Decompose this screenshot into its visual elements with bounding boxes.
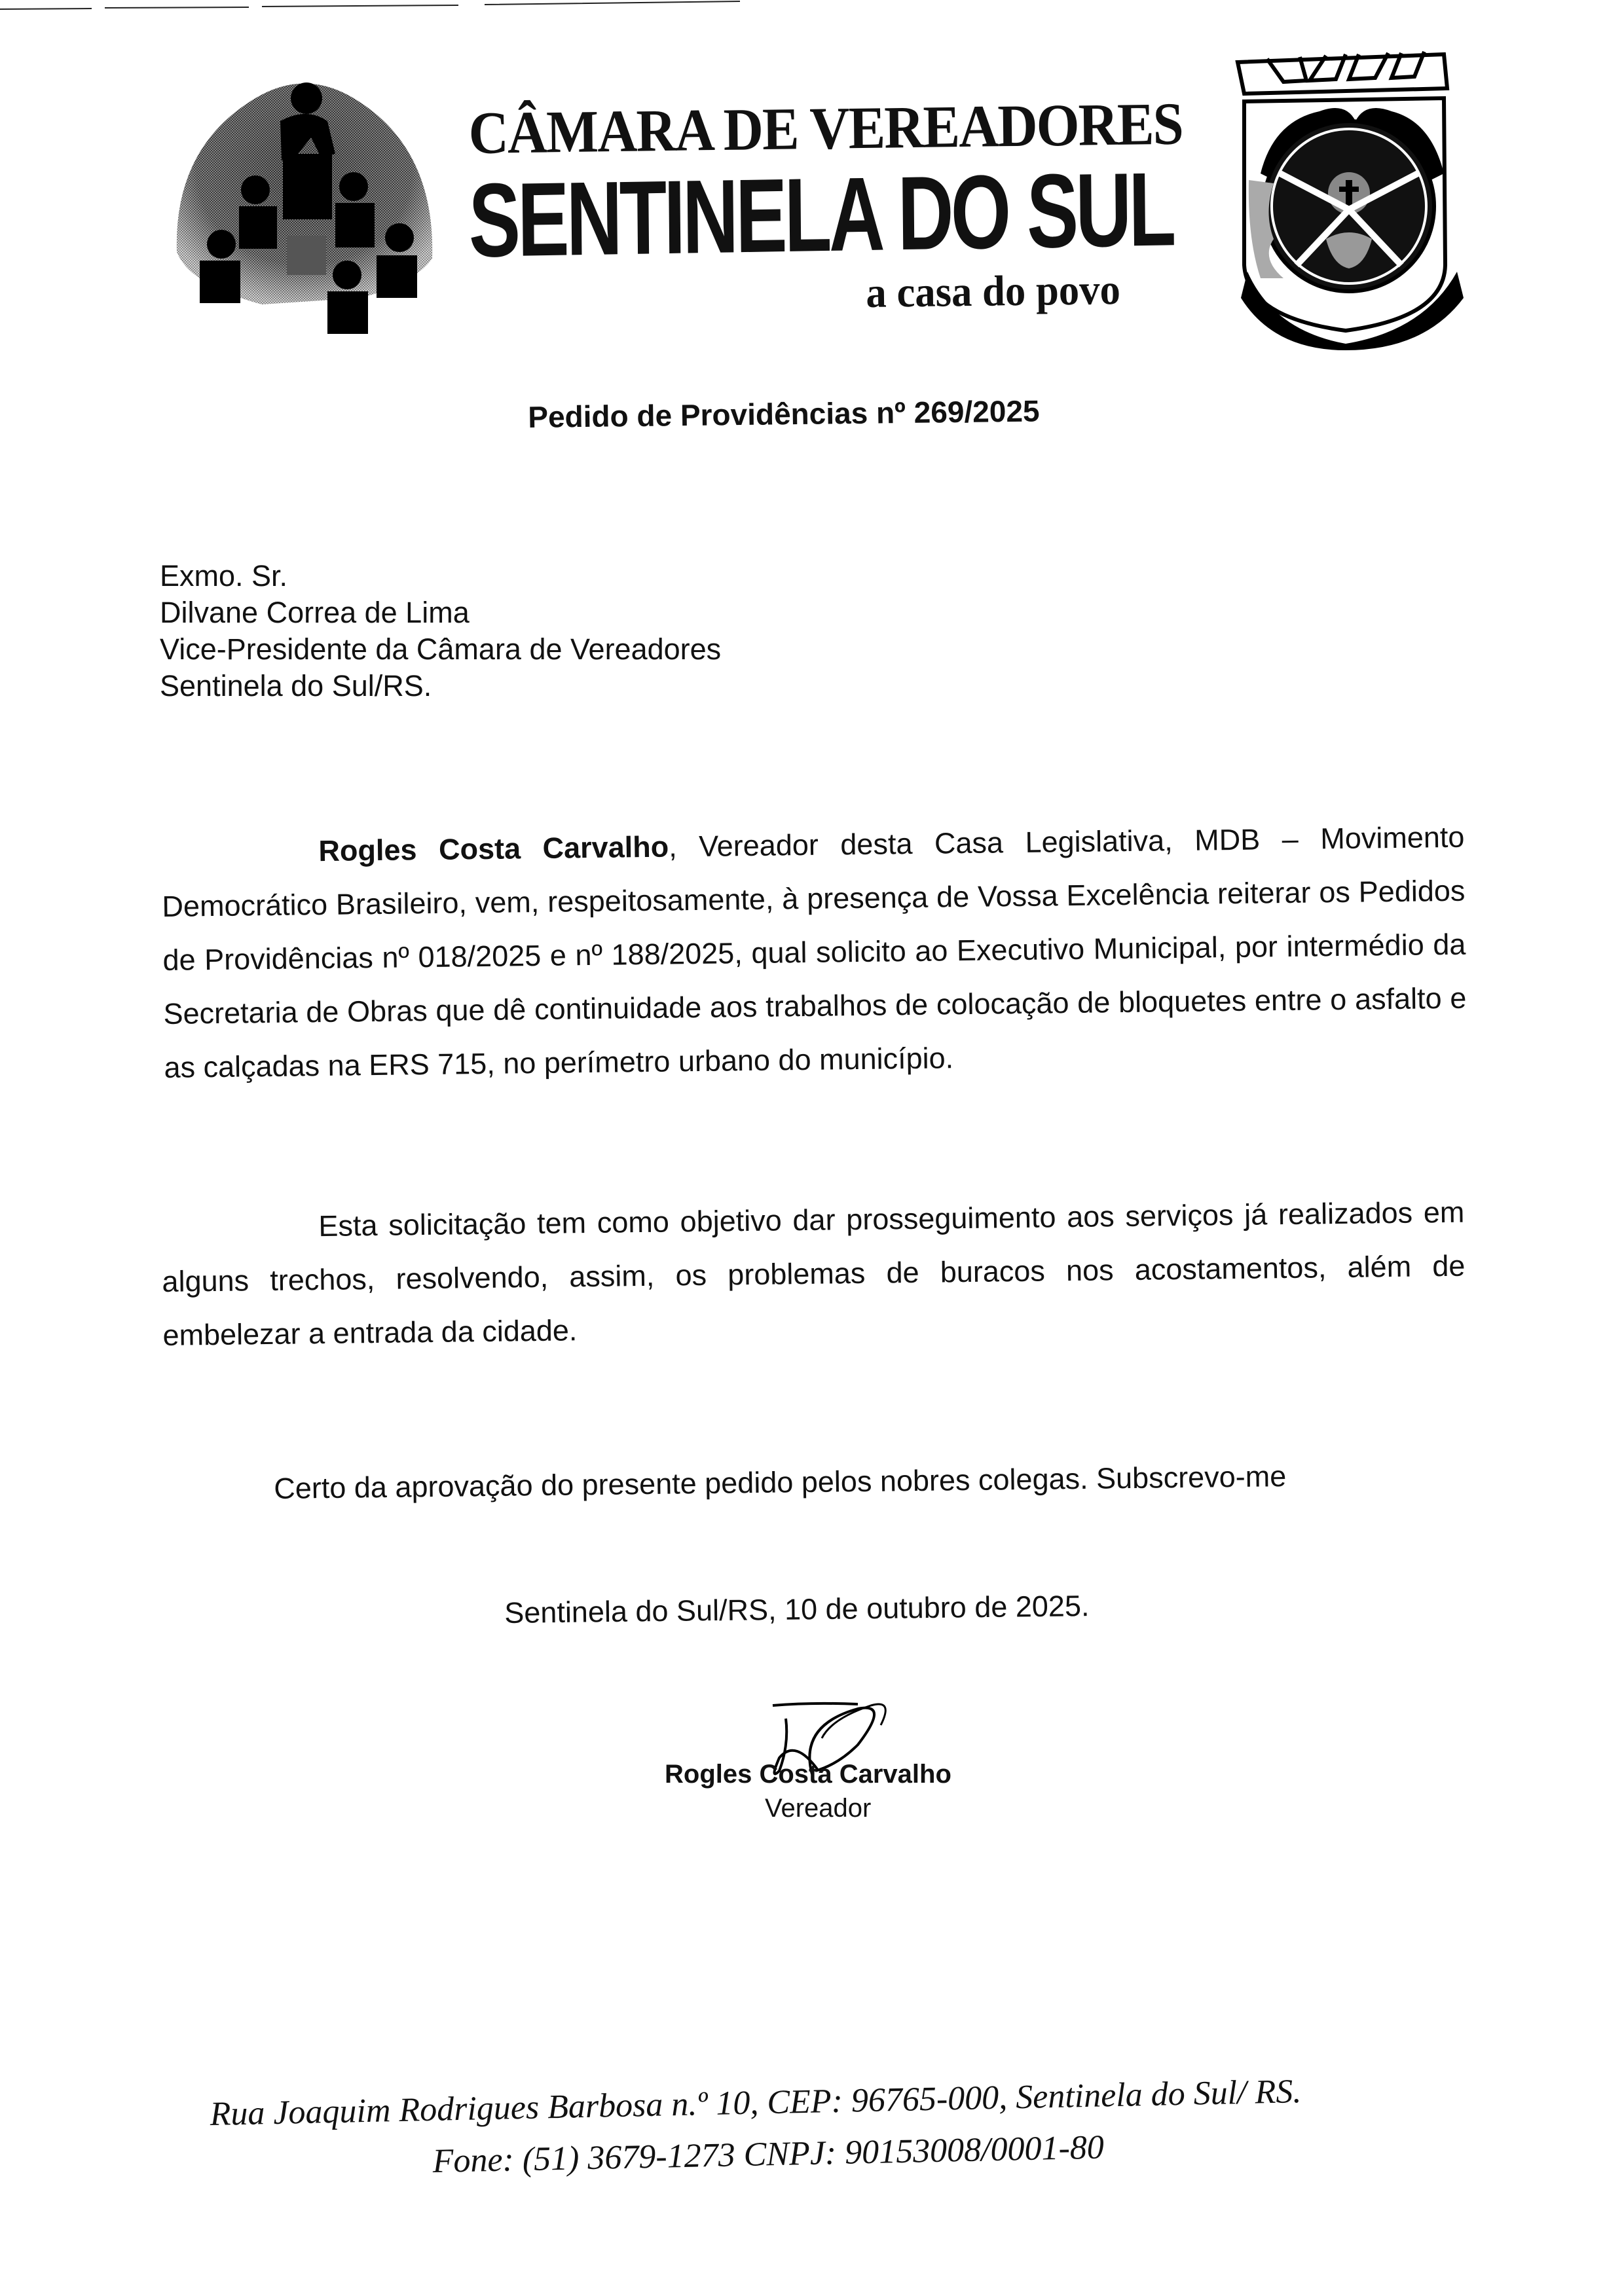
- municipal-coat-of-arms-icon: [1234, 43, 1480, 350]
- body-paragraph-2: Esta solicitação tem como objetivo dar prosseguimento aos serviços já realizados em alguns trechos, resolvendo, assim, os problemas de buracos nos acostamentos, além de embelezar a entrada da cidade.: [162, 1195, 1466, 1352]
- scan-artifact-line: [0, 0, 740, 12]
- header-chamber-name: CÂMARA DE VEREADORES: [468, 90, 1183, 166]
- closing-sentence: Certo da aprovação do presente pedido pelos nobres colegas. Subscrevo-me: [274, 1459, 1287, 1505]
- place-and-date: Sentinela do Sul/RS, 10 de outubro de 2025.: [504, 1589, 1090, 1630]
- footer-contact: Fone: (51) 3679-1273 CNPJ: 90153008/0001-80: [432, 2128, 1105, 2180]
- body-paragraph-1: [161, 811, 1467, 1095]
- signatory-role: Vereador: [765, 1794, 872, 1823]
- header-title-block: [468, 90, 1228, 327]
- paragraph-1-text: , Vereador desta Casa Legislativa, MDB – Movimento Democrático Brasileiro, vem, respeitosamente, à presença de Vossa Excelência reiterar os Pedidos de Providências nº 018/2025 e nº 188/2025, qual solicito ao Executivo Municipal, por intermédio da Secretaria de Obras que dê continuidade aos trabalhos de colocação de bloquetes entre o asfalto e as calçadas na ERS 715, no perímetro urbano do município.: [162, 820, 1467, 1084]
- header-city-name: SENTINELA DO SUL: [468, 150, 1174, 279]
- assembly-people-icon: [164, 69, 445, 344]
- footer-address: Rua Joaquim Rodrigues Barbosa n.º 10, CEP: 96765-000, Sentinela do Sul/ RS.: [210, 2073, 1302, 2133]
- addressee-location: Sentinela do Sul/RS.: [160, 669, 432, 702]
- addressee-position: Vice-Presidente da Câmara de Vereadores: [160, 632, 722, 666]
- addressee-name: Dilvane Correa de Lima: [160, 596, 470, 629]
- document-title: Pedido de Providências nº 269/2025: [528, 393, 1040, 434]
- signatory-name: Rogles Costa Carvalho: [665, 1760, 951, 1789]
- header-tagline: a casa do povo: [866, 266, 1121, 317]
- addressee-salutation: Exmo. Sr.: [160, 559, 288, 592]
- addressee-block: [160, 558, 721, 704]
- author-name-bold: Rogles Costa Carvalho: [318, 829, 669, 868]
